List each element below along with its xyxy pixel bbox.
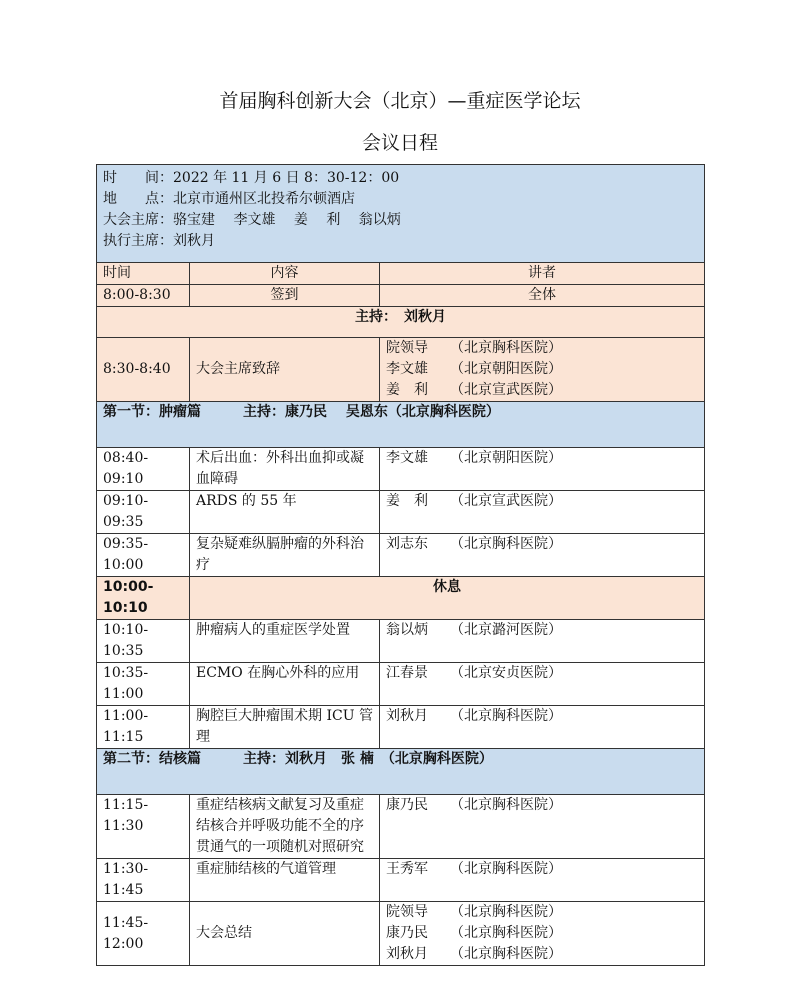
header-speaker: 讲者 xyxy=(380,263,705,285)
host-row xyxy=(97,307,705,338)
table-row xyxy=(97,859,705,902)
checkin-speaker: 全体 xyxy=(380,285,705,307)
table-row xyxy=(97,448,705,491)
table-row xyxy=(97,534,705,577)
checkin-content: 签到 xyxy=(190,285,380,307)
break-row xyxy=(97,577,705,620)
speaker-hospital: （北京朝阳医院） xyxy=(450,450,562,466)
header-row xyxy=(97,263,705,285)
speaker-hospital: （北京宣武医院） xyxy=(450,382,562,398)
closing-row xyxy=(97,902,705,966)
session-content: 胸腔巨大肿瘤围术期 ICU 管理 xyxy=(190,706,380,749)
header-time: 时间 xyxy=(97,263,190,285)
session-time: 11:15-11:30 xyxy=(97,795,190,859)
session-speaker xyxy=(380,448,705,491)
session-time: 11:30-11:45 xyxy=(97,859,190,902)
closing-content: 大会总结 xyxy=(190,902,380,966)
session-time: 11:00-11:15 xyxy=(97,706,190,749)
table-row xyxy=(97,706,705,749)
info-chairs: 大会主席：骆宝建 李文雄 姜 利 翁以炳 xyxy=(103,212,401,228)
session-content: 术后出血：外科出血抑或凝血障碍 xyxy=(190,448,380,491)
session-content: 重症结核病文献复习及重症结核合并呼吸功能不全的序贯通气的一项随机对照研究 xyxy=(190,795,380,859)
speaker-line xyxy=(386,380,698,401)
checkin-time: 8:00-8:30 xyxy=(97,285,190,307)
closing-time: 11:45-12:00 xyxy=(97,902,190,966)
session-speaker xyxy=(380,859,705,902)
session-time: 09:35-10:00 xyxy=(97,534,190,577)
session-time: 10:10-10:35 xyxy=(97,620,190,663)
speaker-hospital: （北京胸科医院） xyxy=(450,797,562,813)
info-time: 时 间：2022 年 11 月 6 日 8：30-12：00 xyxy=(103,170,400,186)
page-title: 首届胸科创新大会（北京）—重症医学论坛 xyxy=(219,90,581,112)
speaker-line xyxy=(386,902,698,923)
speaker-line xyxy=(386,923,698,944)
speaker-line xyxy=(386,338,698,359)
session-time: 10:35-11:00 xyxy=(97,663,190,706)
speaker-name: 李文雄 xyxy=(386,361,428,377)
opening-time: 8:30-8:40 xyxy=(97,338,190,402)
session-speaker xyxy=(380,491,705,534)
break-label: 休息 xyxy=(190,577,705,620)
speaker-name: 江春景 xyxy=(386,665,428,681)
checkin-row xyxy=(97,285,705,307)
opening-speakers xyxy=(380,338,705,402)
speaker-hospital: （北京胸科医院） xyxy=(450,861,562,877)
info-place: 地 点：北京市通州区北投希尔顿酒店 xyxy=(103,191,355,207)
speaker-hospital: （北京宣武医院） xyxy=(450,493,562,509)
session-content: ARDS 的 55 年 xyxy=(190,491,380,534)
speaker-hospital: （北京胸科医院） xyxy=(450,708,562,724)
speaker-hospital: （北京安贞医院） xyxy=(450,665,562,681)
session-content: 复杂疑难纵膈肿瘤的外科治疗 xyxy=(190,534,380,577)
info-cell xyxy=(97,165,705,263)
speaker-hospital: （北京朝阳医院） xyxy=(450,361,562,377)
session-time: 09:10-09:35 xyxy=(97,491,190,534)
session-speaker xyxy=(380,620,705,663)
speaker-name: 康乃民 xyxy=(386,797,428,813)
speaker-name: 姜 利 xyxy=(386,382,428,398)
info-exec: 执行主席：刘秋月 xyxy=(103,233,215,249)
opening-content: 大会主席致辞 xyxy=(190,338,380,402)
speaker-name: 李文雄 xyxy=(386,450,428,466)
speaker-name: 刘志东 xyxy=(386,536,428,552)
speaker-name: 院领导 xyxy=(386,904,428,920)
session-time: 08:40-09:10 xyxy=(97,448,190,491)
speaker-name: 康乃民 xyxy=(386,925,428,941)
speaker-hospital: （北京潞河医院） xyxy=(450,622,562,638)
speaker-hospital: （北京胸科医院） xyxy=(450,925,562,941)
header-content: 内容 xyxy=(190,263,380,285)
speaker-hospital: （北京胸科医院） xyxy=(450,536,562,552)
session-content: 重症肺结核的气道管理 xyxy=(190,859,380,902)
speaker-name: 院领导 xyxy=(386,340,428,356)
session-speaker xyxy=(380,534,705,577)
speaker-name: 翁以炳 xyxy=(386,622,428,638)
section-1-row xyxy=(97,402,705,448)
section-1-title: 第一节：肿瘤篇 主持：康乃民 吴恩东（北京胸科医院） xyxy=(97,402,705,448)
break-time: 10:00-10:10 xyxy=(97,577,190,620)
speaker-hospital: （北京胸科医院） xyxy=(450,946,562,962)
table-row xyxy=(97,491,705,534)
speaker-line xyxy=(386,944,698,965)
schedule-table xyxy=(96,164,705,966)
speaker-line xyxy=(386,359,698,380)
host-cell: 主持： 刘秋月 xyxy=(97,307,705,338)
page-subtitle: 会议日程 xyxy=(361,132,438,154)
info-row xyxy=(97,165,705,263)
speaker-name: 刘秋月 xyxy=(386,946,428,962)
session-content: ECMO 在胸心外科的应用 xyxy=(190,663,380,706)
speaker-hospital: （北京胸科医院） xyxy=(450,904,562,920)
session-speaker xyxy=(380,706,705,749)
speaker-name: 姜 利 xyxy=(386,493,428,509)
speaker-name: 王秀军 xyxy=(386,861,428,877)
table-row xyxy=(97,620,705,663)
opening-row xyxy=(97,338,705,402)
section-2-title: 第二节：结核篇 主持：刘秋月 张 楠 （北京胸科医院） xyxy=(97,749,705,795)
speaker-name: 刘秋月 xyxy=(386,708,428,724)
session-content: 肿瘤病人的重症医学处置 xyxy=(190,620,380,663)
section-2-row xyxy=(97,749,705,795)
session-speaker xyxy=(380,663,705,706)
table-row xyxy=(97,795,705,859)
speaker-hospital: （北京胸科医院） xyxy=(450,340,562,356)
session-speaker xyxy=(380,795,705,859)
table-row xyxy=(97,663,705,706)
closing-speakers xyxy=(380,902,705,966)
